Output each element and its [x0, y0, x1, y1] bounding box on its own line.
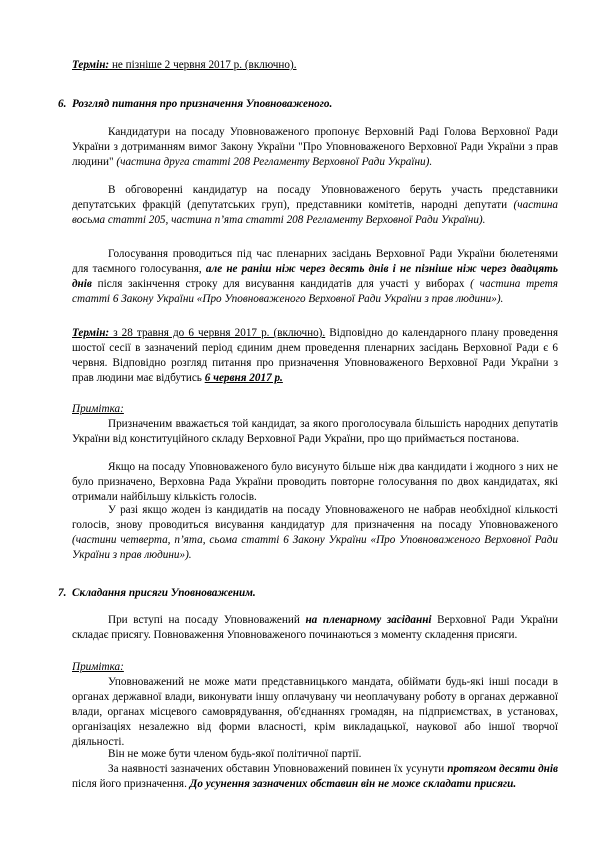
section-6-note-label-line	[72, 402, 558, 417]
intro-term-line	[72, 58, 558, 73]
section-7-note-paragraph-2	[72, 747, 558, 762]
legal-reference: (частина восьма статті 205, частина п’ята статті 208 Регламенту Верховної Ради України).	[72, 199, 558, 226]
section-7-note-paragraph-3	[72, 762, 558, 792]
legal-reference: (частина друга статті 208 Регламенту Верховної Ради України).	[116, 156, 433, 168]
paragraph-text: При вступі на посаду Уповноважений	[108, 614, 306, 626]
section-6-heading	[58, 97, 558, 112]
paragraph-text: Верховної Ради України складає присягу. Повноваження Уповноваженого починаються з моменту складення присяги.	[72, 614, 558, 641]
section-6-paragraph-3	[72, 247, 558, 307]
paragraph-text: після його призначення.	[72, 778, 190, 790]
section-7-note-paragraph-1	[72, 675, 558, 750]
paragraph-text: Кандидатури на посаду Уповноваженого пропонує Верховній Раді Голова Верховної Ради України з дотриманням вимог Закону України "Про Уповноваженого Верховної Ради України з прав людини"	[72, 126, 558, 168]
term-text: не пізніше 2 червня 2017 р. (включно).	[109, 59, 297, 71]
legal-reference: (частини четверта, п’ята, сьома статті 6 Закону України «Про Уповноваженого Верховної Ради України з прав людини»).	[72, 534, 558, 561]
emphasis-text: на пленарному засіданні	[305, 614, 432, 626]
section-7-paragraph-1	[72, 613, 558, 643]
section-7-title: Складання присяги Уповноваженим.	[72, 587, 256, 599]
section-7-heading	[58, 586, 558, 601]
paragraph-text: Якщо на посаду Уповноваженого було висунуто більше ніж два кандидати і жодного з них не було призначено, Верховна Рада України проводить повторне голосування по двох кандидатах, які отримали найбільшу кількість голосів.	[72, 461, 558, 503]
paragraph-text: Він не може бути членом будь-якої політичної партії.	[108, 748, 362, 760]
paragraph-text: За наявності зазначених обставин Уповноважений повинен їх усунути	[108, 763, 448, 775]
paragraph-text: Голосування проводиться під час пленарних засідань Верховної Ради України бюлетенями для таємного голосування,	[72, 248, 558, 275]
emphasis-text: протягом десяти днів	[447, 763, 558, 775]
section-7-number: 7.	[58, 587, 67, 599]
paragraph-text: Відповідно до календарного плану проведення шостої сесії в зазначений період єдиним днем проведення пленарних засідань Верховної Ради є 6 червня. Відповідно розгляд питання про призначення Уповноваженого Верховної Ради України з прав людини має відбутись	[72, 327, 559, 384]
section-6-note-paragraph-3	[72, 503, 558, 563]
paragraph-text: Уповноважений не може мати представницького мандата, обіймати будь-які інші посади в органах державної влади, виконувати іншу оплачувану чи неоплачувану роботу в органах державної влади, органах місцевого самоврядування, об'єднаннях громадян, на підприємствах, в установах, організаціях незалежно від форми власності, крім викладацької, наукової або іншої творчої діяльності.	[72, 676, 558, 748]
section-6-paragraph-1	[72, 125, 558, 170]
section-6-note-paragraph-2	[72, 460, 558, 505]
note-label: Примітка:	[72, 661, 124, 673]
legal-reference: ( частина третя статті 6 Закону України «Про Уповноваженого Верховної Ради України з прав людини»).	[72, 278, 558, 305]
section-6-paragraph-2	[72, 183, 558, 228]
paragraph-text: У разі якщо жоден із кандидатів на посаду Уповноваженого не набрав необхідної кількості голосів, знову проводиться висування кандидатур для призначення на посаду Уповноваженого	[72, 504, 558, 531]
section-6-term	[72, 326, 558, 386]
term-date: 6 червня 2017 р.	[204, 372, 283, 384]
paragraph-text: В обговоренні кандидатур на посаду Уповноваженого беруть участь представники депутатських фракцій (депутатських груп), представники комітетів, народні депутати	[72, 184, 558, 211]
emphasis-text: До усунення зазначених обставин він не може складати присяги.	[189, 778, 517, 790]
term-range: з 28 травня до 6 червня 2017 р. (включно).	[109, 327, 326, 339]
section-6-title: Розгляд питання про призначення Уповноваженого.	[72, 98, 333, 110]
section-6-note-paragraph-1	[72, 417, 558, 447]
note-label: Примітка:	[72, 403, 124, 415]
section-6-number: 6.	[58, 98, 67, 110]
term-label: Термін:	[72, 327, 110, 339]
emphasis-text: але не раніш ніж через десять днів і не пізніше ніж через двадцять днів	[72, 263, 558, 290]
paragraph-text: після закінчення строку для висування кандидатів для участі у виборах	[91, 278, 471, 290]
paragraph-text: Призначеним вважається той кандидат, за якого проголосувала більшість народних депутатів України від конституційного складу Верховної Ради України, про що приймається постанова.	[72, 418, 558, 445]
section-7-note-label-line	[72, 660, 558, 675]
term-label: Термін:	[72, 59, 110, 71]
